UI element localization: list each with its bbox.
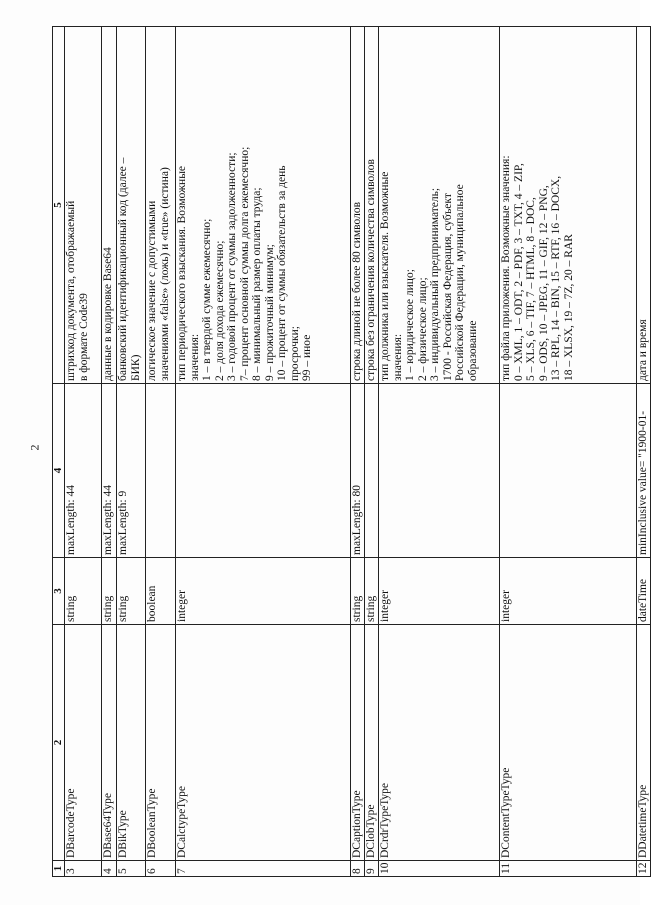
description-line: значения: [391, 333, 404, 381]
description-line: 9 – ODS, 10 – JPEG, 11 – GIF, 12 – PNG, [537, 185, 550, 381]
cell-name: DCrdrTypeType [379, 625, 500, 861]
cell-constraint [379, 384, 500, 558]
description-line: 3 – годовой процент от суммы задолженности; [226, 152, 238, 381]
description-line: 10 – процент от суммы обязательств за день [276, 165, 288, 381]
description-line: тип файла приложения. Возможные значения: [500, 155, 512, 381]
cell-type: string [365, 558, 379, 625]
description-line: 13 – RPL, 14 – BIN, 15 – RTF, 16 – DOCX, [550, 175, 562, 381]
description-line: 8 – минимальный размер оплаты труда; [251, 187, 263, 381]
cell-num: 9 [365, 861, 379, 877]
cell-type: dateTime [637, 558, 651, 625]
description-line: 1 – в твердой сумме ежемесячно; [201, 218, 213, 381]
header-cell: 5 [53, 27, 65, 384]
cell-name: DBase64Type [102, 625, 117, 861]
cell-constraint [365, 384, 379, 558]
table-row [500, 27, 637, 877]
description-line: значения: [188, 333, 201, 381]
description-line: логическое значение с допустимыми [146, 200, 158, 381]
header-row [53, 27, 65, 877]
description-line: 3 – индивидуальный предприниматель; [429, 187, 441, 381]
description-line: БИК) [129, 354, 142, 381]
cell-type: string [117, 558, 146, 625]
types-table [52, 26, 651, 877]
cell-description [365, 27, 379, 384]
description-line: строка без ограничения количества символов [365, 159, 377, 381]
cell-description [65, 27, 102, 384]
table-row [65, 27, 102, 877]
cell-constraint: maxLength: 44 [65, 384, 102, 558]
description-line: тип должника или взыскателя. Возможные [379, 171, 391, 381]
cell-name: DCaptionType [351, 625, 365, 861]
description-line: 1 – юридическое лицо; [404, 269, 416, 381]
description-line: 99 – иное [301, 334, 313, 381]
cell-num: 10 [379, 861, 500, 877]
description-line: Российской Федерации, муниципальное [454, 184, 466, 381]
cell-type: boolean [146, 558, 176, 625]
cell-constraint [500, 384, 637, 558]
cell-description [117, 27, 146, 384]
cell-type: integer [500, 558, 637, 625]
description-line: образование [466, 320, 479, 381]
table-row [117, 27, 146, 877]
cell-num: 4 [102, 861, 117, 877]
cell-description [500, 27, 637, 384]
header-cell: 1 [53, 861, 65, 877]
cell-type: integer [379, 558, 500, 625]
cell-constraint: maxLength: 44 [102, 384, 117, 558]
description-line: 2 – доля дохода ежемесячно; [213, 240, 226, 381]
table-row [146, 27, 176, 877]
page-number: 2 [27, 444, 42, 451]
description-line: 5 – XLS, 6 – TIF, 7 – HTML, 8 – DOC, [525, 197, 537, 381]
description-line: банковский идентификационный код (далее – [117, 157, 129, 381]
description-line: 9 – прожиточный минимум; [263, 244, 276, 381]
cell-num: 8 [351, 861, 365, 877]
table-row [351, 27, 365, 877]
cell-name: DCalctypeType [176, 625, 351, 861]
cell-description [637, 27, 651, 384]
cell-num: 12 [637, 861, 651, 877]
cell-name: DDatetimeType [637, 625, 651, 861]
cell-name: DClobType [365, 625, 379, 861]
table-row [102, 27, 117, 877]
cell-description [351, 27, 365, 384]
description-line: в формате Code39 [77, 293, 90, 381]
cell-type: integer [176, 558, 351, 625]
description-line: дата и время [637, 319, 649, 381]
description-line: значениями «false» (ложь) и «true» (истина) [158, 167, 171, 381]
description-line: штрихкод документа, отображаемый [65, 200, 77, 381]
table-row [637, 27, 651, 877]
cell-name: DContentTypeType [500, 625, 637, 861]
table-row [365, 27, 379, 877]
description-line: просрочки; [288, 326, 301, 381]
description-line: тип периодического взыскания. Возможные [176, 165, 188, 381]
cell-name: DBooleanType [146, 625, 176, 861]
cell-description [146, 27, 176, 384]
cell-type: string [351, 558, 365, 625]
cell-name: DBikType [117, 625, 146, 861]
description-line: 0 – XML, 1 – ODT, 2 – PDF, 3 – TXT, 4 – ZIP, [512, 163, 525, 381]
cell-type: string [65, 558, 102, 625]
cell-num: 3 [65, 861, 102, 877]
description-line: 2 – физическое лицо; [416, 277, 429, 381]
cell-constraint [176, 384, 351, 558]
table-body [65, 27, 651, 877]
table-row [176, 27, 351, 877]
cell-num: 7 [176, 861, 351, 877]
cell-num: 5 [117, 861, 146, 877]
rotated-table-container [52, 27, 649, 877]
cell-type: string [102, 558, 117, 625]
table-row [379, 27, 500, 877]
cell-num: 6 [146, 861, 176, 877]
cell-name: DBarcodeType [65, 625, 102, 861]
description-line: данные в кодировке Base64 [102, 247, 114, 381]
description-line: 18 – XLSX, 19 – 7Z, 20 – RAR [562, 234, 575, 381]
cell-constraint: minInclusive value= "1900-01- [637, 384, 651, 558]
description-line: строка длиной не более 80 символов [351, 201, 363, 381]
cell-constraint: maxLength: 80 [351, 384, 365, 558]
cell-constraint [146, 384, 176, 558]
description-line: 7– процент основной суммы долга ежемесячно; [238, 146, 251, 381]
header-cell: 2 [53, 625, 65, 861]
cell-description [176, 27, 351, 384]
cell-description [102, 27, 117, 384]
cell-description [379, 27, 500, 384]
description-line: 1700 - Российская Федерация, субъект [441, 193, 454, 381]
cell-constraint: maxLength: 9 [117, 384, 146, 558]
header-cell: 3 [53, 558, 65, 625]
header-cell: 4 [53, 384, 65, 558]
cell-num: 11 [500, 861, 637, 877]
